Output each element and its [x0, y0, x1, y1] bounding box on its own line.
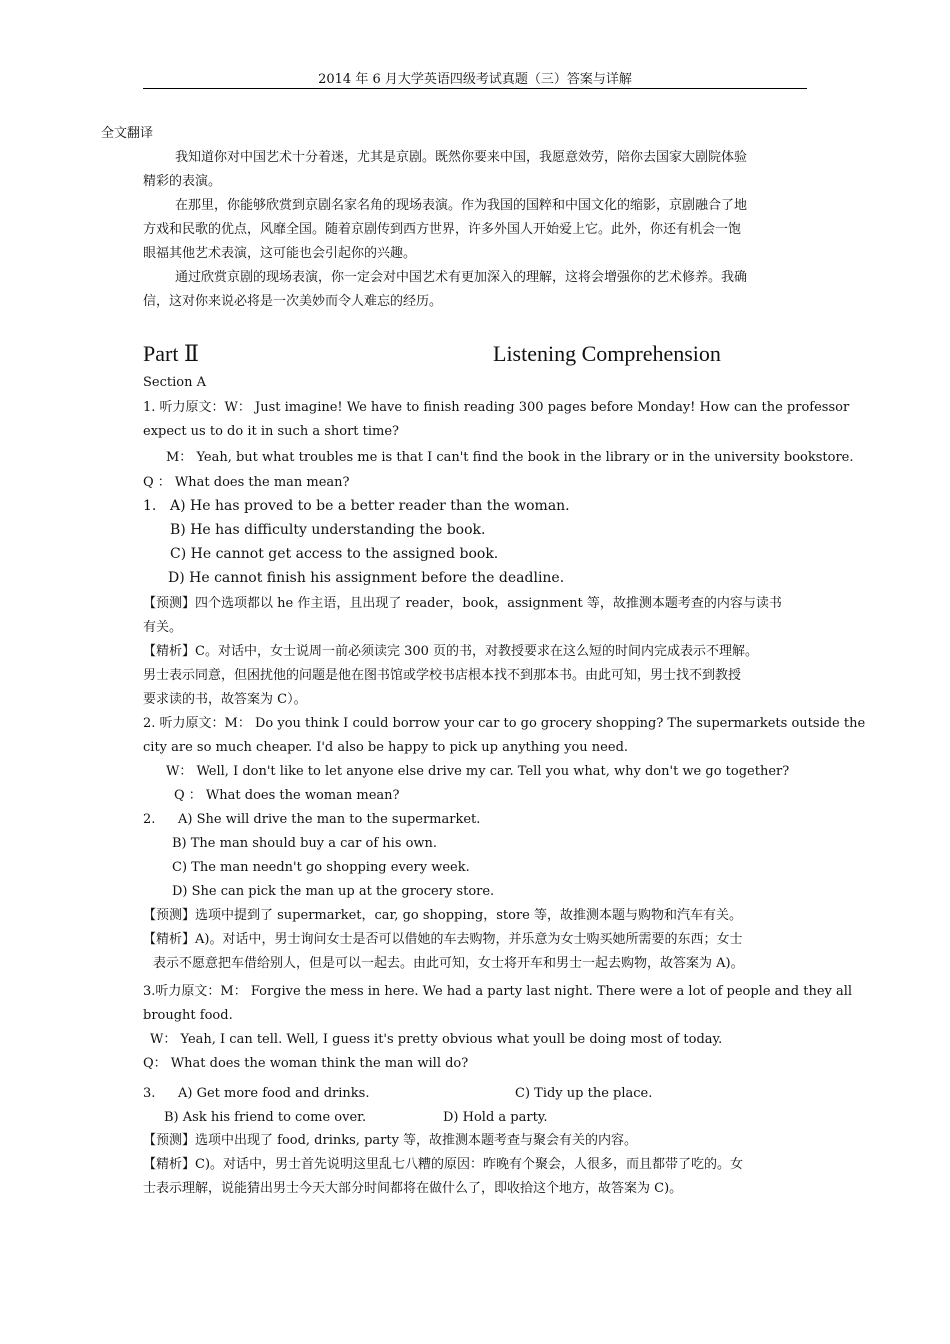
part-label: Part Ⅱ [143, 341, 199, 366]
q2-woman-line: W： Well, I don't like to let anyone else drive my car. Tell you what, why don't we go together? [166, 764, 790, 779]
q3-woman-line: W： Yeah, I can tell. Well, I guess it's pretty obvious what youll be doing most of today. [150, 1032, 723, 1047]
q3-option-c: C) Tidy up the place. [515, 1086, 653, 1101]
q2-option-d: D) She can pick the man up at the grocery store. [172, 884, 495, 899]
q1-man-line: M： Yeah, but what troubles me is that I can't find the book in the library or in the university bookstore. [166, 450, 854, 465]
page-header-title: 2014 年 6 月大学英语四级考试真题（三）答案与详解 [318, 72, 632, 87]
q2-question: Q ： What does the woman mean? [174, 788, 400, 803]
translation-para3-line2: 信，这对你来说必将是一次美妙而令人难忘的经历。 [143, 294, 443, 309]
q1-script-line2: expect us to do it in such a short time? [143, 424, 400, 439]
translation-para1-line1: 我知道你对中国艺术十分着迷，尤其是京剧。既然你要来中国，我愿意效劳，陪你去国家大剧院体验 [175, 150, 748, 165]
section-label: Section A [143, 375, 206, 390]
q3-analysis-line2: 士表示理解，说能猜出男士今天大部分时间都将在做什么了，即收拾这个地方，故答案为 C)。 [143, 1181, 683, 1196]
q1-script-line1: 1. 听力原文：W： Just imagine! We have to finish reading 300 pages before Monday! How can the professor [143, 400, 850, 415]
q2-analysis-line2: 表示不愿意把车借给别人，但是可以一起去。由此可知，女士将开车和男士一起去购物，故答案为 A)。 [153, 956, 744, 971]
q3-analysis-line1: 【精析】C)。对话中，男士首先说明这里乱七八糟的原因：昨晚有个聚会，人很多，而且都带了吃的。女 [143, 1157, 744, 1172]
q1-predict-line2: 有关。 [143, 620, 183, 635]
q2-option-c: C) The man needn't go shopping every week. [172, 860, 470, 875]
q1-number: 1. [143, 498, 157, 514]
translation-para2-line2: 方戏和民歌的优点，风靡全国。随着京剧传到西方世界，许多外国人开始爱上它。此外，你还有机会一饱 [143, 222, 742, 237]
q1-option-c: C) He cannot get access to the assigned book. [170, 546, 499, 562]
translation-para3-line1: 通过欣赏京剧的现场表演，你一定会对中国艺术有更加深入的理解，这将会增强你的艺术修养。我确 [175, 270, 748, 285]
q2-predict: 【预测】选项中提到了 supermarket，car, go shopping，store 等，故推测本题与购物和汽车有关。 [143, 908, 742, 923]
q2-analysis-line1: 【精析】A)。对话中，男士询问女士是否可以借她的车去购物，并乐意为女士购买她所需要的东西；女士 [143, 932, 743, 947]
q3-option-d: D) Hold a party. [443, 1110, 548, 1125]
q1-predict-line1: 【预测】四个选项都以 he 作主语，且出现了 reader，book，assignment 等，故推测本题考查的内容与读书 [143, 596, 782, 611]
q2-option-b: B) The man should buy a car of his own. [172, 836, 438, 851]
q2-script-line1: 2. 听力原文：M： Do you think I could borrow your car to go grocery shopping? The supermarkets outside the [143, 716, 866, 731]
q1-option-b: B) He has difficulty understanding the book. [170, 522, 486, 538]
q3-number: 3. [143, 1086, 156, 1101]
q3-script-line2: brought food. [143, 1008, 233, 1023]
q1-option-d: D) He cannot finish his assignment before the deadline. [168, 570, 565, 586]
translation-label: 全文翻译 [101, 126, 154, 141]
q2-number: 2. [143, 812, 156, 827]
part-title: Listening Comprehension [493, 341, 721, 366]
translation-para1-line2: 精彩的表演。 [143, 174, 222, 189]
q2-option-a: A) She will drive the man to the supermarket. [178, 812, 481, 827]
q1-question: Q ： What does the man mean? [143, 475, 350, 490]
q1-analysis-line2: 男士表示同意，但困扰他的问题是他在图书馆或学校书店根本找不到那本书。由此可知，男士找不到教授 [143, 668, 742, 683]
q3-question: Q： What does the woman think the man will do? [143, 1056, 469, 1071]
q3-script-line1: 3.听力原文：M： Forgive the mess in here. We had a party last night. There were a lot of people and they all [143, 984, 853, 999]
translation-para2-line3: 眼福其他艺术表演，这可能也会引起你的兴趣。 [143, 246, 417, 261]
q1-analysis-line1: 【精析】C。对话中，女士说周一前必须读完 300 页的书，对教授要求在这么短的时间内完成表示不理解。 [143, 644, 759, 659]
q3-predict: 【预测】选项中出现了 food, drinks, party 等，故推测本题考查与聚会有关的内容。 [143, 1133, 638, 1148]
q1-option-a: A) He has proved to be a better reader than the woman. [170, 498, 570, 514]
q1-analysis-line3: 要求读的书，故答案为 C）。 [143, 692, 307, 707]
header-rule [143, 88, 807, 89]
translation-para2-line1: 在那里，你能够欣赏到京剧名家名角的现场表演。作为我国的国粹和中国文化的缩影，京剧融合了地 [175, 198, 748, 213]
q2-script-line2: city are so much cheaper. I'd also be happy to pick up anything you need. [143, 740, 629, 755]
q3-option-b: B) Ask his friend to come over. [164, 1110, 367, 1125]
q3-option-a: A) Get more food and drinks. [178, 1086, 370, 1101]
